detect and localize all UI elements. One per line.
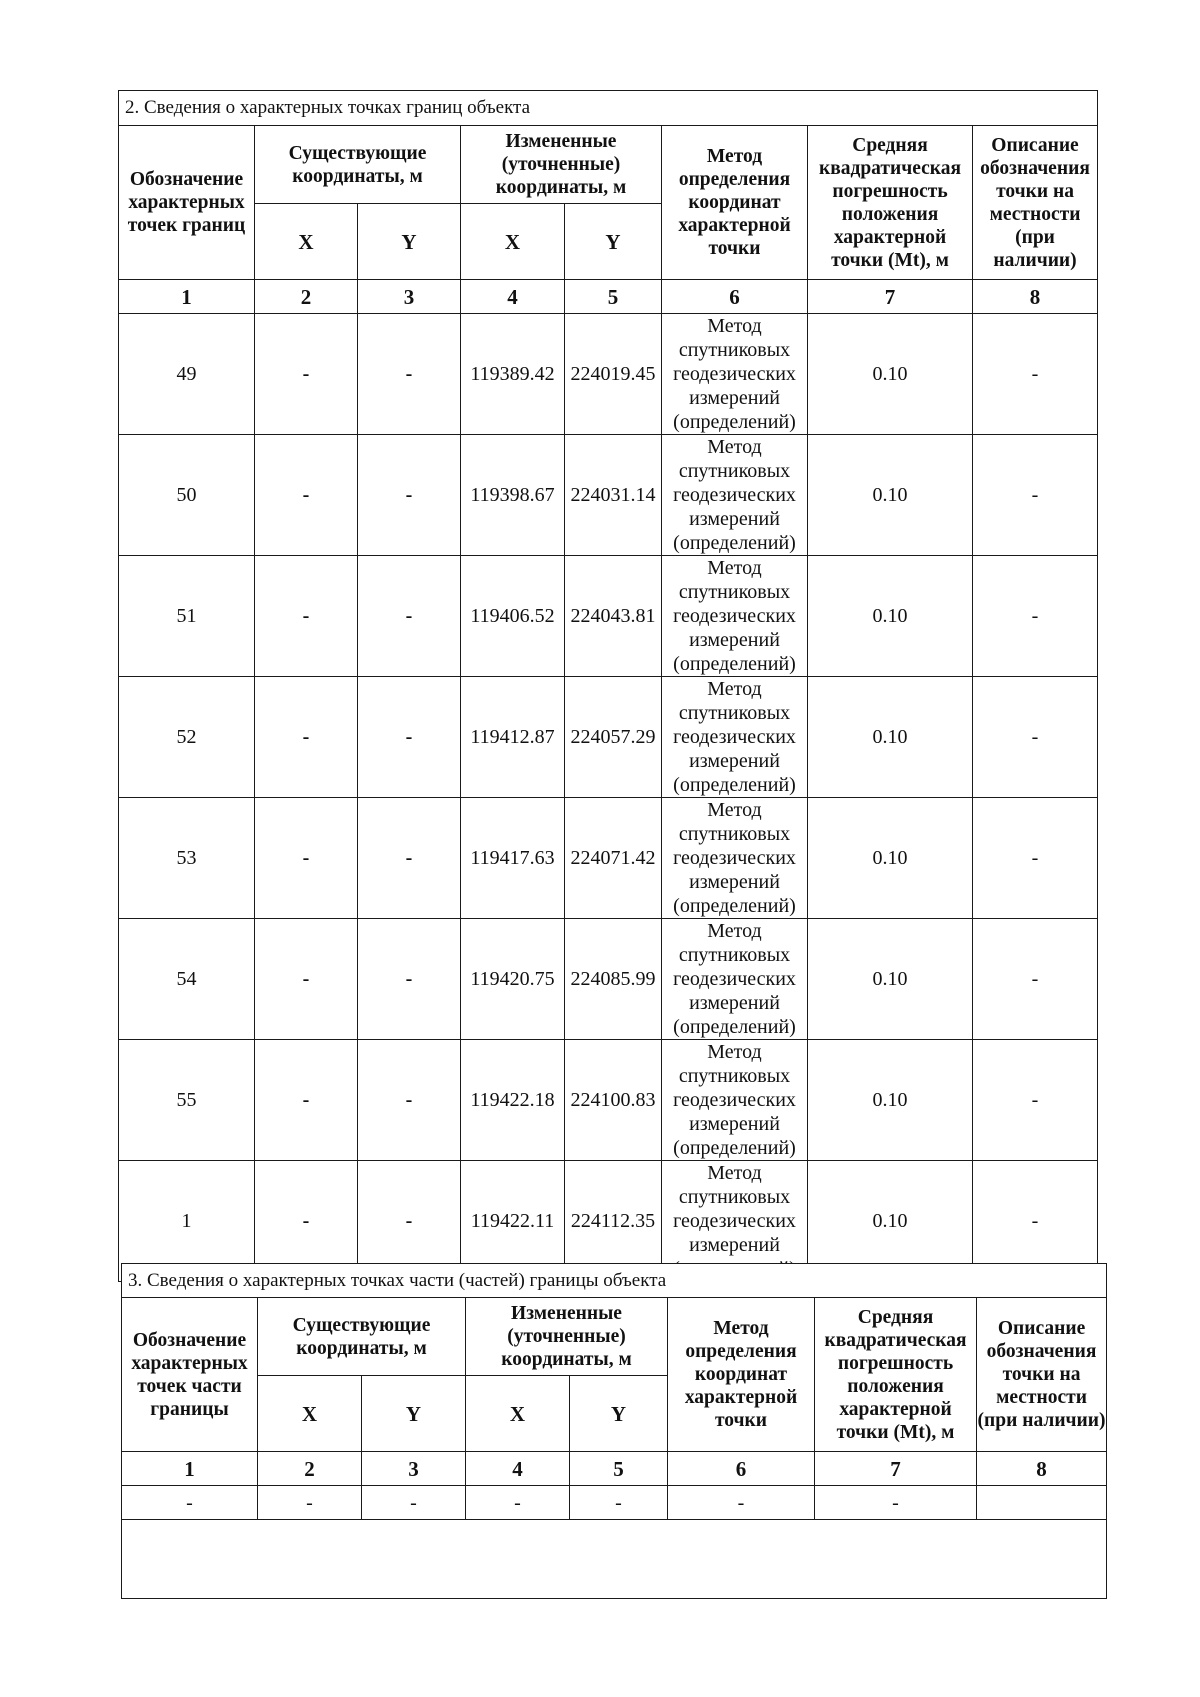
method-line: измерений <box>689 508 780 530</box>
header-existing-y: Y <box>358 204 461 280</box>
header-method: Метод определения координат характерной точки <box>662 126 808 280</box>
cell-point: 1 <box>119 1161 255 1282</box>
col-number: 3 <box>362 1452 466 1486</box>
cell-changed-x: 119420.75 <box>461 919 565 1040</box>
cell-existing-x: - <box>255 1161 358 1282</box>
part-boundary-points-table <box>121 1263 1107 1599</box>
cell-existing-y: - <box>358 798 461 919</box>
method-line: геодезических <box>673 363 796 385</box>
method-line: спутниковых <box>678 581 791 603</box>
cell-error: 0.10 <box>808 314 973 435</box>
header-existing-coords: Существующие координаты, м <box>258 1298 466 1376</box>
section2-title: 2. Сведения о характерных точках границ объекта <box>119 91 1098 126</box>
cell-description: - <box>973 677 1098 798</box>
cell-description <box>977 1486 1107 1520</box>
header-changed-y: Y <box>570 1376 668 1452</box>
method-line: спутниковых <box>678 339 791 361</box>
cell-method <box>662 435 808 556</box>
cell-existing-x: - <box>255 798 358 919</box>
boundary-points-body <box>119 314 1098 1282</box>
table-row <box>119 435 1098 556</box>
method-line: измерений <box>689 1113 780 1135</box>
method-line: Метод <box>707 678 762 700</box>
cell-point: 50 <box>119 435 255 556</box>
method-line: (определений) <box>673 1137 796 1159</box>
cell-changed-x: 119422.18 <box>461 1040 565 1161</box>
table-row <box>122 1486 1107 1520</box>
cell-changed-y: 224043.81 <box>565 556 662 677</box>
col-number: 4 <box>461 280 565 314</box>
cell-existing-y: - <box>358 556 461 677</box>
col-number: 1 <box>122 1452 258 1486</box>
header-description: Описание обозначения точки на местности (при наличии) <box>973 126 1098 280</box>
cell-changed-y: 224057.29 <box>565 677 662 798</box>
method-line: Метод <box>707 557 762 579</box>
method-line: (определений) <box>673 411 796 433</box>
header-changed-coords: Измененные (уточненные) координаты, м <box>461 126 662 204</box>
cell-existing-y: - <box>362 1486 466 1520</box>
cell-changed-x: 119406.52 <box>461 556 565 677</box>
cell-method <box>662 919 808 1040</box>
header-point-designation: Обозначение характерных точек границ <box>119 126 255 280</box>
cell-existing-y: - <box>358 314 461 435</box>
cell-error: 0.10 <box>808 798 973 919</box>
cell-changed-x: 119412.87 <box>461 677 565 798</box>
header-existing-coords: Существующие координаты, м <box>255 126 461 204</box>
method-line: спутниковых <box>678 823 791 845</box>
cell-point: 51 <box>119 556 255 677</box>
empty-cell <box>122 1520 1107 1599</box>
method-line: измерений <box>689 387 780 409</box>
method-line: измерений <box>689 750 780 772</box>
cell-description: - <box>973 314 1098 435</box>
method-line: (определений) <box>673 895 796 917</box>
cell-point: 54 <box>119 919 255 1040</box>
col-number: 5 <box>570 1452 668 1486</box>
cell-changed-x: 119389.42 <box>461 314 565 435</box>
header-changed-x: X <box>461 204 565 280</box>
method-line: (определений) <box>673 532 796 554</box>
method-line: спутниковых <box>678 460 791 482</box>
cell-description: - <box>973 1040 1098 1161</box>
col-number: 7 <box>815 1452 977 1486</box>
cell-method: - <box>668 1486 815 1520</box>
empty-row <box>122 1520 1107 1599</box>
col-number: 6 <box>668 1452 815 1486</box>
method-line: геодезических <box>673 726 796 748</box>
method-line: Метод <box>707 920 762 942</box>
col-number: 2 <box>255 280 358 314</box>
cell-error: 0.10 <box>808 1040 973 1161</box>
cell-point: 53 <box>119 798 255 919</box>
cell-existing-x: - <box>255 435 358 556</box>
cell-point: - <box>122 1486 258 1520</box>
cell-description: - <box>973 435 1098 556</box>
cell-point: 49 <box>119 314 255 435</box>
cell-changed-y: 224112.35 <box>565 1161 662 1282</box>
method-line: Метод <box>707 799 762 821</box>
col-number: 4 <box>466 1452 570 1486</box>
cell-existing-x: - <box>255 314 358 435</box>
cell-error: 0.10 <box>808 677 973 798</box>
cell-existing-y: - <box>358 1161 461 1282</box>
cell-existing-y: - <box>358 677 461 798</box>
cell-method <box>662 314 808 435</box>
header-point-designation: Обозначение характерных точек части границы <box>122 1298 258 1452</box>
cell-changed-y: 224031.14 <box>565 435 662 556</box>
cell-existing-y: - <box>358 1040 461 1161</box>
header-existing-y: Y <box>362 1376 466 1452</box>
section3-title: 3. Сведения о характерных точках части (частей) границы объекта <box>122 1264 1107 1298</box>
method-line: Метод <box>707 436 762 458</box>
header-changed-x: X <box>466 1376 570 1452</box>
method-line: Метод <box>707 1041 762 1063</box>
table-row <box>119 919 1098 1040</box>
col-number: 8 <box>973 280 1098 314</box>
cell-description: - <box>973 919 1098 1040</box>
cell-changed-y: 224071.42 <box>565 798 662 919</box>
header-method: Метод определения координат характерной точки <box>668 1298 815 1452</box>
cell-existing-y: - <box>358 919 461 1040</box>
method-line: геодезических <box>673 847 796 869</box>
method-line: (определений) <box>673 653 796 675</box>
method-line: геодезических <box>673 968 796 990</box>
header-changed-y: Y <box>565 204 662 280</box>
cell-existing-y: - <box>358 435 461 556</box>
cell-existing-x: - <box>255 1040 358 1161</box>
cell-method <box>662 556 808 677</box>
col-number: 6 <box>662 280 808 314</box>
method-line: измерений <box>689 629 780 651</box>
cell-error: - <box>815 1486 977 1520</box>
cell-description: - <box>973 798 1098 919</box>
cell-existing-x: - <box>255 677 358 798</box>
cell-method <box>662 798 808 919</box>
cell-description: - <box>973 1161 1098 1282</box>
header-existing-x: X <box>258 1376 362 1452</box>
method-line: измерений <box>689 1234 780 1256</box>
boundary-points-table <box>118 90 1098 1282</box>
header-error: Средняя квадратическая погрешность положения характерной точки (Mt), м <box>808 126 973 280</box>
col-number: 1 <box>119 280 255 314</box>
cell-point: 55 <box>119 1040 255 1161</box>
method-line: геодезических <box>673 605 796 627</box>
cell-error: 0.10 <box>808 435 973 556</box>
cell-method <box>662 677 808 798</box>
cell-changed-x: 119417.63 <box>461 798 565 919</box>
col-number: 7 <box>808 280 973 314</box>
method-line: спутниковых <box>678 702 791 724</box>
cell-changed-x: 119422.11 <box>461 1161 565 1282</box>
cell-method <box>662 1040 808 1161</box>
method-line: Метод <box>707 315 762 337</box>
method-line: геодезических <box>673 1089 796 1111</box>
method-line: Метод <box>707 1162 762 1184</box>
cell-changed-y: 224019.45 <box>565 314 662 435</box>
col-number: 2 <box>258 1452 362 1486</box>
method-line: геодезических <box>673 484 796 506</box>
method-line: измерений <box>689 871 780 893</box>
col-number: 3 <box>358 280 461 314</box>
method-line: геодезических <box>673 1210 796 1232</box>
cell-changed-y: 224100.83 <box>565 1040 662 1161</box>
cell-description: - <box>973 556 1098 677</box>
header-changed-coords: Измененные (уточненные) координаты, м <box>466 1298 668 1376</box>
method-line: измерений <box>689 992 780 1014</box>
cell-changed-x: - <box>466 1486 570 1520</box>
method-line: (определений) <box>673 1016 796 1038</box>
column-number-row <box>122 1452 1107 1486</box>
table-row <box>119 1040 1098 1161</box>
table-row <box>119 556 1098 677</box>
cell-existing-x: - <box>258 1486 362 1520</box>
col-number: 5 <box>565 280 662 314</box>
col-number: 8 <box>977 1452 1107 1486</box>
cell-existing-x: - <box>255 556 358 677</box>
header-error: Средняя квадратическая погрешность положения характерной точки (Mt), м <box>815 1298 977 1452</box>
cell-existing-x: - <box>255 919 358 1040</box>
cell-changed-y: - <box>570 1486 668 1520</box>
method-line: спутниковых <box>678 1065 791 1087</box>
header-description: Описание обозначения точки на местности (при наличии) <box>977 1298 1107 1452</box>
column-number-row <box>119 280 1098 314</box>
cell-error: 0.10 <box>808 919 973 1040</box>
cell-point: 52 <box>119 677 255 798</box>
method-line: спутниковых <box>678 944 791 966</box>
method-line: (определений) <box>673 774 796 796</box>
header-existing-x: X <box>255 204 358 280</box>
table-row <box>119 677 1098 798</box>
cell-changed-x: 119398.67 <box>461 435 565 556</box>
cell-changed-y: 224085.99 <box>565 919 662 1040</box>
method-line: спутниковых <box>678 1186 791 1208</box>
table-row <box>119 314 1098 435</box>
table-row <box>119 798 1098 919</box>
cell-error: 0.10 <box>808 556 973 677</box>
cell-error: 0.10 <box>808 1161 973 1282</box>
